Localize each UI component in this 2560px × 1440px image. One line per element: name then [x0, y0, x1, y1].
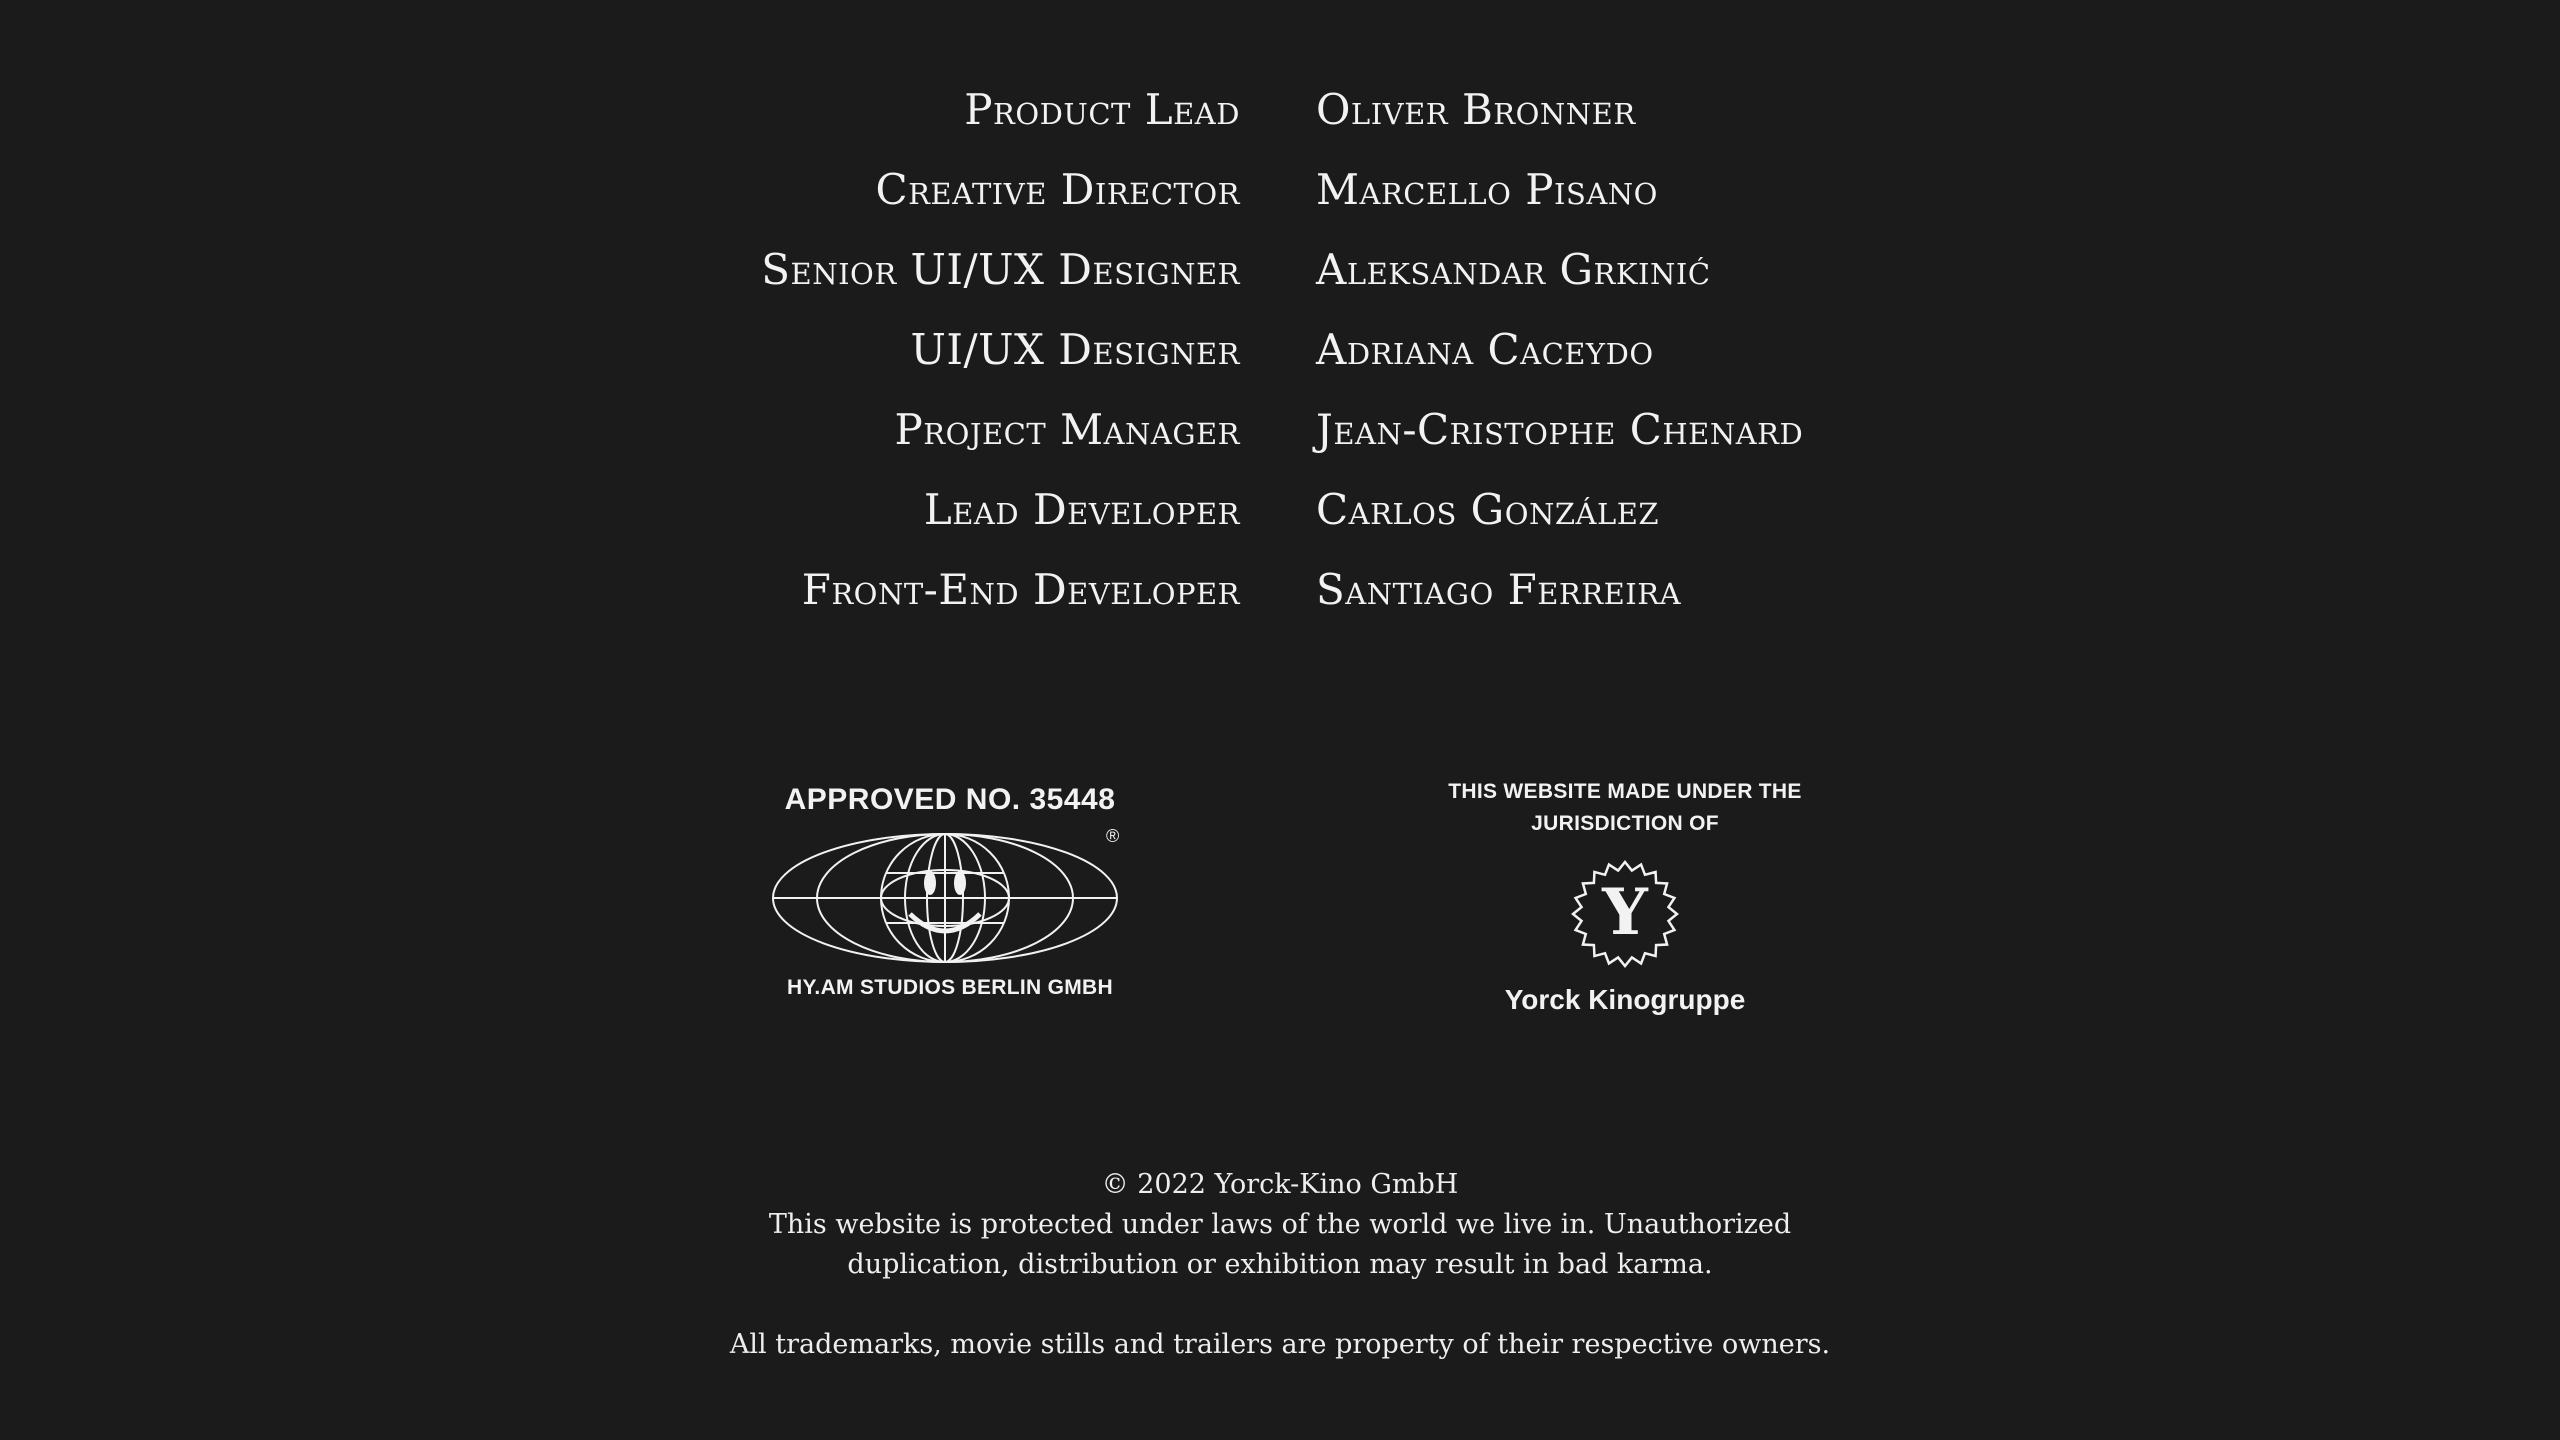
yorck-badge-icon: [1569, 858, 1681, 970]
trademarks-text: All trademarks, movie stills and trailers are property of their respective owners.: [729, 1329, 1831, 1360]
globe-smiley-icon: [770, 828, 1130, 968]
credit-name: Oliver Bronner: [1316, 85, 1636, 134]
credit-row: [0, 310, 2560, 390]
credit-role: Senior UI/UX Designer: [761, 245, 1240, 294]
registered-mark: ®: [1106, 828, 1120, 846]
credit-role: Project Manager: [894, 405, 1240, 454]
badge-letter: Y: [1602, 875, 1648, 950]
approval-seal: [770, 780, 1130, 1030]
jurisdiction-text: THIS WEBSITE MADE UNDER THE JURISDICTION OF: [1448, 780, 1802, 835]
credit-row: [0, 70, 2560, 150]
brand-name: Yorck Kinogruppe: [1504, 984, 1746, 1015]
credit-name: Adriana Caceydo: [1316, 325, 1654, 374]
approved-number: APPROVED NO. 35448: [784, 783, 1116, 816]
credit-row: [0, 230, 2560, 310]
credit-name: Marcello Pisano: [1316, 165, 1658, 214]
credit-name: Santiago Ferreira: [1316, 565, 1682, 614]
credit-name: Carlos González: [1316, 485, 1660, 534]
divider-space: [0, 1285, 2560, 1325]
credit-role: Lead Developer: [923, 485, 1240, 534]
credit-row: [0, 470, 2560, 550]
credit-role: Product Lead: [964, 85, 1240, 134]
credit-row: [0, 150, 2560, 230]
credits-list: [0, 70, 2560, 630]
legal-footer: [0, 1165, 2560, 1365]
credit-row: [0, 390, 2560, 470]
credit-name: Jean-Cristophe Chenard: [1316, 405, 1804, 454]
credit-role: UI/UX Designer: [910, 325, 1240, 374]
credit-row: [0, 550, 2560, 630]
protection-text: This website is protected under laws of the world we live in. Unauthorized duplication, distribution or exhibition may result in bad karma.: [768, 1209, 1792, 1280]
credit-role: Front-End Developer: [801, 565, 1240, 614]
jurisdiction-seal: [1400, 776, 1850, 1036]
credit-role: Creative Director: [875, 165, 1240, 214]
copyright-text: © 2022 Yorck-Kino GmbH: [1101, 1169, 1459, 1200]
credit-name: Aleksandar Grkinić: [1316, 245, 1711, 294]
studio-name: HY.AM STUDIOS BERLIN GMBH: [786, 976, 1113, 999]
